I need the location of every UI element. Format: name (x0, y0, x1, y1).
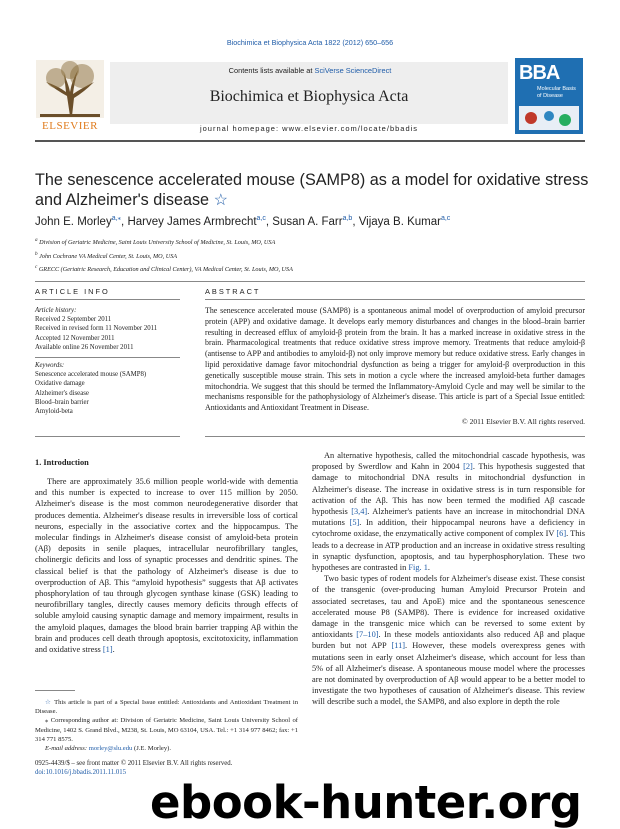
affiliation (35, 235, 595, 249)
affiliation-mark: b (35, 250, 38, 257)
citation-link[interactable]: [7–10] (356, 630, 379, 640)
text-run: . Alzheimer's patients have an increase in mitochondrial DNA mutations (312, 507, 585, 528)
keywords-rule (35, 357, 180, 358)
journal-reference[interactable]: Biochimica et Biophysica Acta 1822 (2012) 650–656 (226, 38, 394, 47)
text-run: Two basic types of rodent models for Alzheimer's disease exist. These consist of the transgenic (over-producing human Amyloid Precursor Protein and associated secretases, tau and ApoE) mice and the spontaneous senescence accelerated mouse P8 (SAMP8). There is evidence for increased oxidative damage in the transgenic mice which can be reversed to some extent by antioxidants (312, 574, 585, 640)
abstract-heading: ABSTRACT (205, 287, 261, 296)
author: Vijaya B. Kumar (358, 215, 441, 228)
intro-paragraph (35, 476, 298, 655)
article-info (35, 306, 180, 416)
elsevier-logo (36, 60, 104, 132)
watermark: ebook-hunter.org (150, 776, 582, 829)
affiliation (35, 249, 595, 263)
author: Harvey James Armbrecht (127, 215, 257, 228)
history-item: Received 2 September 2011 (35, 316, 112, 324)
affiliation (35, 262, 595, 276)
affiliation-mark: c (35, 264, 38, 271)
history-item: Accepted 12 November 2011 (35, 334, 115, 342)
footnote-star (35, 698, 298, 716)
text-run: An alternative hypothesis, called the mitochondrial cascade hypothesis, was proposed by Swerdlow and Kahn in 2004 (312, 451, 585, 472)
history-item: Received in revised form 11 November 2011 (35, 325, 158, 333)
abstract-copyright: © 2011 Elsevier B.V. All rights reserved. (462, 417, 585, 426)
abstract-bottom-rule (205, 436, 585, 437)
citation-link[interactable]: [11] (391, 641, 406, 651)
affiliation-mark: a (35, 237, 38, 243)
journal-cover (515, 58, 583, 134)
text-run: . In addition, their hippocampal neurons have a deficiency in cytochrome oxidase, the enzymatically active component of complex IV (312, 518, 586, 539)
homepage-prefix: journal homepage: (199, 124, 283, 133)
header-rule (35, 140, 585, 142)
keyword: Alzheimer's disease (35, 389, 89, 397)
keyword: Blood–brain barrier (35, 398, 89, 406)
email-suffix: (J.E. Morley). (132, 745, 171, 753)
cover-subtitle: Molecular Basis of Disease (537, 86, 576, 99)
footnote-email (35, 744, 298, 753)
footnote-mark: ☆ (45, 699, 52, 706)
text-run: . (427, 563, 430, 573)
section-heading-introduction: 1. Introduction (35, 458, 89, 467)
figure-link[interactable]: Fig. 1 (408, 563, 428, 573)
sciencedirect-link[interactable]: SciVerse ScienceDirect (314, 66, 392, 75)
text-run: There are approximately 35.6 million people world-wide with dementia and this number is expected to increase to over 115 million by 2050. Alzheimer's disease is the most common neurodegenerative disorder that produces dementia. Alzheimer's disease results in irreversible loss of cortical neurons, especially in the associative cortex and the hippocampus. The molecular findings in Alzheimer's disease consist of amyloid-beta protein (Aβ) deposits in senile plaques, intracellular neurofibrillary tangles, cholinergic deficits and loss of synaptic processes and dendritic spines. The classical belief is that the pathology of Alzheimer's disease is due to overproduction of Aβ. This “amyloid hypothesis” suggests that Aβ activates phosphorylation of tau through glycogen synthase kinase (GSK) leading to neurofibrillary tangles, directly causes memory deficits through effects of soluble amyloid causing synaptic damage and memory impairment, results in the amyloid plaques, damages the blood brain barrier trapping Aβ within the brain and produces cell death through apoptosis, excitotoxicity, inflammation and oxidative stress (35, 477, 298, 655)
citation-link[interactable]: [5] (349, 518, 360, 528)
author-list: John E. Morley$^{a,⁎}$, Harvey James Armbrecht$^{a,c}$, Susan A. Farr$^{a,b}$, Vijaya B. Kumar$^{a,c}$ (35, 215, 451, 228)
journal-name: Biochimica et Biophysica Acta (209, 88, 409, 105)
footnote-text: Corresponding author at: Division of Geriatric Medicine, Saint Louis University School of Medicine, 1402 S. Grand Blvd., M238, St. Louis, MO 63104, USA. Tel.: +1 314 977 8462; fax: +1 314 771 8575. (35, 717, 298, 743)
keywords-label: Keywords: (35, 362, 65, 370)
abstract-text: The senescence accelerated mouse (SAMP8) is a spontaneous animal model of overproduction of amyloid precursor protein (APP) and oxidative damage. It develops early memory disturbances and changes in the blood–brain barrier resulting in decreased efflux of amyloid-β protein from the brain. It has a marked increase in oxidative stress in the brain. Pharmacological treatments that reduce oxidative stress improve memory. Treatments that reduce amyloid-β (antisense to APP and antibodies to amyloid-β) not only improve memory but reduce oxidative stress. Early changes in lipid peroxidative damage favor mitochondrial dysfunction as being a trigger for amyloid-β overproduction in this genetically susceptible mouse strain. This sets in motion a cycle where the increased amyloid-beta further damages mitochondria. We suggest that this should be termed the Inflammatory-Amyloid Cycle and may well be similar to the mechanisms responsible for the pathophysiology of Alzheimer's disease. This article is part of a Special Issue entitled: Antioxidants and Antioxidant Treatment in Disease. (205, 306, 585, 413)
cover-graphic-icon (519, 106, 579, 130)
elsevier-wordmark: ELSEVIER (42, 120, 98, 132)
footnotes (35, 698, 298, 753)
doi-link[interactable]: doi:10.1016/j.bbadis.2011.11.015 (35, 769, 127, 777)
text-run: . This hypothesis suggested that damage to mitochondrial DNA results in mitochondrial dysfunction in Alzheimer's disease. The increase in oxidative stress is in turn responsible for activation of the Aβ. This has now been termed the modified Aβ cascade hypothesis (312, 462, 585, 517)
history-label: Article history: (35, 307, 77, 314)
intro-column (35, 476, 298, 655)
footnote-corresponding: ⁎ Corresponding author at: Division of Geriatric Medicine, Saint Louis University School of Medicine, 1402 S. Grand Blvd., M238, St. Louis, MO 63104, USA. Tel.: +1 314 977 8462; fax: +1 314 771 8575. (35, 717, 298, 743)
section-rule (35, 281, 585, 282)
issn-doi (35, 759, 298, 778)
article-info-bottom-rule (35, 436, 180, 437)
contents-prefix: Contents lists available at (228, 66, 315, 75)
text-run: . In these models antioxidants also reduced Aβ and plaque burden but not APP (312, 630, 585, 651)
journal-homepage (110, 124, 508, 133)
citation-link[interactable]: [1] (102, 645, 113, 655)
article-title (35, 170, 595, 210)
article-info-heading: ARTICLE INFO (35, 287, 110, 296)
cover-title: BBA (519, 62, 560, 84)
contents-line (160, 66, 460, 75)
affiliation-text: GRECC (Geriatric Research, Education and Clinical Center), VA Medical Center, St. Louis, MO, USA (38, 266, 293, 274)
citation-link[interactable]: [6] (556, 529, 567, 539)
author-affil-mark[interactable]: a,c (256, 215, 266, 222)
keyword: Oxidative damage (35, 380, 85, 388)
email-label: E-mail address: (45, 745, 89, 753)
author-affil-mark[interactable]: a,b (342, 215, 353, 222)
email-link[interactable]: morley@slu.edu (88, 745, 133, 753)
cover-image (519, 106, 579, 130)
citation-link[interactable]: [3,4] (351, 507, 368, 517)
issn-line: 0925-4439/$ – see front matter © 2011 Elsevier B.V. All rights reserved. (35, 760, 233, 767)
author-affil-mark[interactable]: a,⁎ (111, 215, 122, 222)
affiliations (35, 235, 595, 276)
footnote-rule (35, 690, 75, 691)
body-paragraph (312, 573, 585, 707)
keyword: Senescence accelerated mouse (SAMP8) (35, 371, 147, 379)
keyword: Amyloid-beta (35, 408, 73, 416)
text-run: . However, these models overexpress genes with mutations seen in early onset Alzheimer's disease, which account for less than 5% of all Alzheimer's disease. A spontaneous mouse model where the processes are not dominated by overproduction of Aβ would appear to be a better model to investigate the two hypotheses of causation of Alzheimer's disease. This review will describe such a model, the SAMP8, and also explore in depth the role (312, 641, 585, 707)
article-info-rule (35, 299, 180, 300)
affiliation-text: John Cochrane VA Medical Center, St. Louis, MO, USA (39, 252, 178, 260)
author: John E. Morley (35, 215, 112, 228)
body-paragraph (312, 450, 585, 573)
abstract-rule (205, 299, 585, 300)
affiliation-text: Division of Geriatric Medicine, Saint Louis University School of Medicine, St. Louis, MO, USA (39, 239, 276, 247)
title-text: The senescence accelerated mouse (SAMP8) as a model for oxidative stress and Alzheimer's disease (35, 171, 589, 209)
citation-link[interactable]: [2] (463, 462, 473, 472)
text-run: . This leads to a decrease in ATP production and an increase in oxidative stress resulting in synaptic dysfunction, apoptosis, and tau hyperphosphorylation. These two hypotheses are contrasted in (312, 529, 586, 573)
homepage-link[interactable]: www.elsevier.com/locate/bbadis (282, 124, 419, 133)
title-footnote-mark[interactable]: ☆ (213, 191, 229, 209)
history-item: Available online 26 November 2011 (35, 343, 134, 351)
text-run: . (112, 645, 115, 655)
author-affil-mark[interactable]: a,c (440, 215, 451, 222)
footnote-text: This article is part of a Special Issue entitled: Antioxidants and Antioxidant Treatment in Disease. (35, 699, 298, 716)
author: Susan A. Farr (272, 215, 343, 228)
right-column (312, 450, 585, 708)
